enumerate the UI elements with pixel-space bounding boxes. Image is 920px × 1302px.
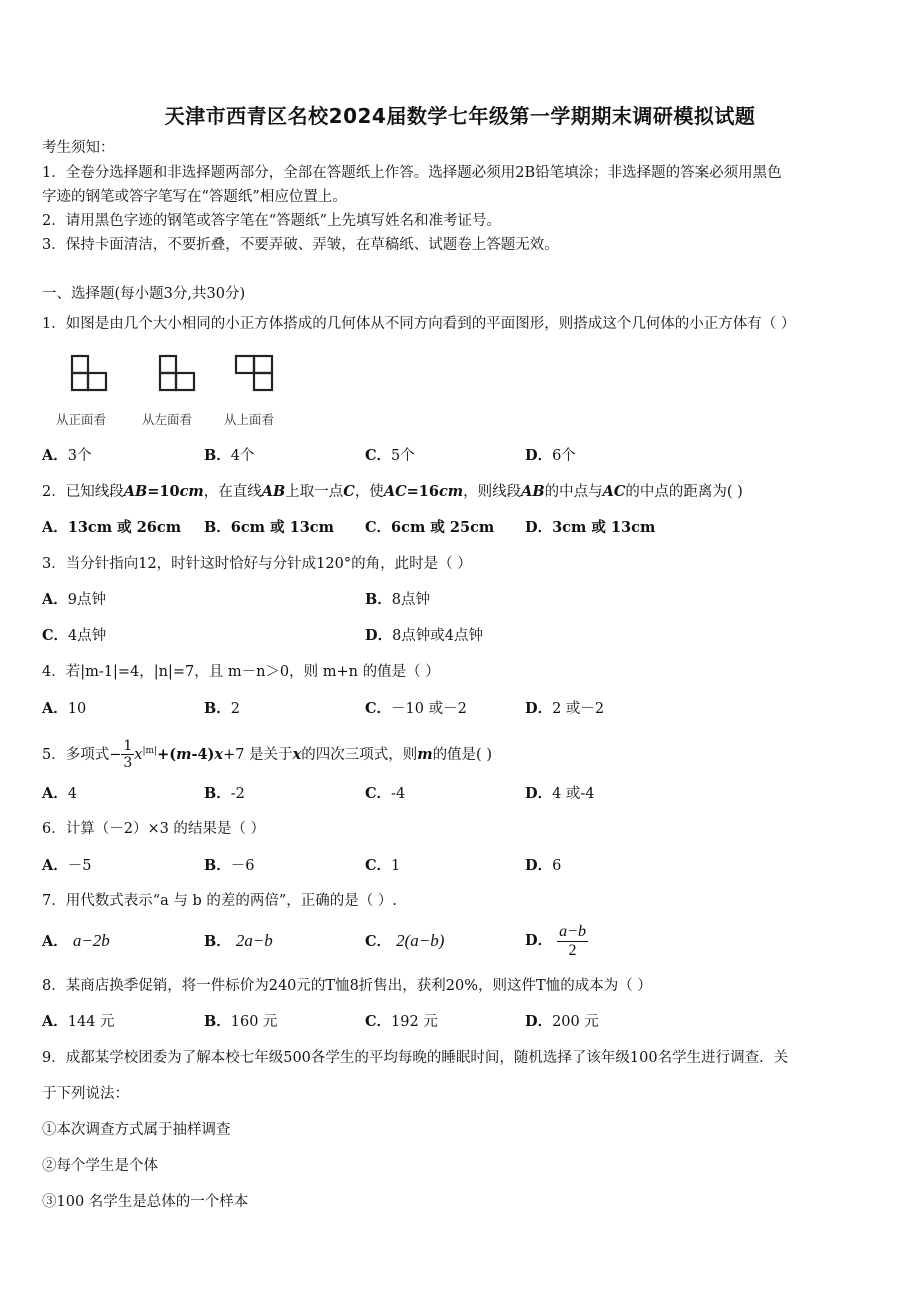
q1-option-b[interactable]	[204, 446, 255, 466]
q9-statement-3: ③100 名学生是总体的一个样本	[42, 1194, 249, 1210]
question-2-stem: 2．已知线段AB=10cm，在直线AB上取一点C，使AC=16cm，则线段AB的中点与AC的中点的距离为( )	[42, 483, 743, 500]
q4-option-d[interactable]: D．2 或－2	[525, 700, 605, 717]
q7-option-c[interactable]: C． 2(a−b)	[365, 931, 445, 950]
q1-option-c[interactable]	[365, 446, 415, 466]
left-view-label: 从左面看	[142, 412, 193, 427]
q7-option-b[interactable]: B． 2a−b	[204, 931, 273, 950]
question-9-stem-line-2: 于下列说法：	[42, 1086, 129, 1102]
top-view-label: 从上面看	[224, 412, 275, 427]
q4-option-a[interactable]: A．10	[42, 700, 87, 717]
q2-option-d[interactable]: D．3cm 或 13cm	[525, 519, 656, 536]
front-view-label: 从正面看	[56, 412, 107, 427]
notice-item-1-line-1: 1．全卷分选择题和非选择题两部分，全部在答题纸上作答。选择题必须用2B铅笔填涂；非选择题的答案必须用黑色	[42, 165, 782, 181]
question-3-stem: 3．当分针指向12，时针这时恰好与分针成120°的角，此时是（ ）	[42, 556, 472, 572]
q3-option-a[interactable]: A．9点钟	[42, 591, 106, 608]
notice-item-3: 3．保持卡面清洁，不要折叠，不要弄破、弄皱，在草稿纸、试题卷上答题无效。	[42, 237, 559, 253]
q7-option-a[interactable]: A． a−2b	[42, 931, 110, 950]
q6-option-a[interactable]: A．－5	[42, 857, 92, 874]
q5-option-a[interactable]: A．4	[42, 785, 77, 802]
question-9-stem-line-1: 9．成都某学校团委为了解本校七年级500各学生的平均每晚的睡眠时间，随机选择了该年级100名学生进行调查．关	[42, 1050, 789, 1066]
question-7-stem: 7．用代数式表示“a 与 b 的差的两倍”，正确的是（ ）.	[42, 893, 398, 909]
question-5-stem: 5．多项式− $\frac{1}{3}$ $x^{|m|}+(m-4)x+7$ 是关于x的四次三项式，则m的值是( )	[42, 738, 492, 772]
q3-option-d[interactable]: D．8点钟或4点钟	[365, 627, 484, 644]
q5-option-b[interactable]: B．-2	[204, 785, 245, 802]
q2-option-b[interactable]: B．6cm 或 13cm	[204, 519, 334, 536]
q1-option-a[interactable]	[42, 446, 92, 466]
q9-statement-2: ②每个学生是个体	[42, 1158, 158, 1174]
q2-option-a[interactable]: A．13cm 或 26cm	[42, 519, 182, 536]
q6-option-d[interactable]: D．6	[525, 857, 562, 874]
q3-option-b[interactable]: B．8点钟	[365, 591, 430, 608]
q1-option-d-letter: D．	[525, 447, 553, 464]
q5-option-d[interactable]: D．4 或-4	[525, 785, 595, 802]
left-view-figure	[158, 352, 198, 394]
question-6-stem: 6．计算（－2）×3 的结果是（ ）	[42, 821, 266, 837]
question-1-stem: 1．如图是由几个大小相同的小正方体搭成的几何体从不同方向看到的平面图形，则搭成这个几何体的小正方体有（ ）	[42, 316, 796, 332]
page-title: 天津市西青区名校2024届数学七年级第一学期期末调研模拟试题	[164, 104, 756, 128]
q1-option-d-value: 6个	[552, 448, 576, 464]
notice-item-1-line-2: 字迹的钢笔或答字笔写在“答题纸”相应位置上。	[42, 189, 347, 205]
q5-option-c[interactable]: C．-4	[365, 785, 406, 802]
front-view-figure	[70, 352, 110, 394]
section-heading: 一、选择题(每小题3分,共30分)	[42, 286, 246, 302]
q1-option-b-value: 4个	[230, 448, 255, 464]
q6-option-c[interactable]: C．1	[365, 857, 401, 874]
top-view-figure	[234, 352, 278, 394]
q1-option-c-value: 5个	[391, 448, 415, 464]
q8-option-d[interactable]: D．200 元	[525, 1013, 599, 1030]
q2-option-c[interactable]: C．6cm 或 25cm	[365, 519, 495, 536]
q5-fraction: $\frac{1}{3}$	[123, 738, 133, 772]
q1-option-a-letter: A．	[42, 447, 68, 464]
q7-option-d[interactable]: D． $\frac{a-b}{2}$	[525, 922, 586, 959]
question-4-stem: 4．若|m-1|=4，|n|=7，且 m－n＞0，则 m+n 的值是（ ）	[42, 664, 440, 680]
q1-option-b-letter: B．	[204, 447, 231, 464]
q8-option-b[interactable]: B．160 元	[204, 1013, 278, 1030]
q8-option-a[interactable]: A．144 元	[42, 1013, 115, 1030]
q1-option-a-value: 3个	[67, 448, 92, 464]
q1-option-d[interactable]	[525, 446, 576, 466]
q6-option-b[interactable]: B．－6	[204, 857, 255, 874]
question-8-stem: 8．某商店换季促销，将一件标价为240元的T恤8折售出，获利20%，则这件T恤的成本为（ ）	[42, 978, 652, 994]
q4-option-c[interactable]: C．－10 或－2	[365, 700, 467, 717]
q1-option-c-letter: C．	[365, 447, 392, 464]
q4-option-b[interactable]: B．2	[204, 700, 240, 717]
q8-option-c[interactable]: C．192 元	[365, 1013, 438, 1030]
q9-statement-1: ①本次调查方式属于抽样调查	[42, 1122, 231, 1138]
q3-option-c[interactable]: C．4点钟	[42, 627, 107, 644]
notice-item-2: 2．请用黑色字迹的钢笔或答字笔在“答题纸”上先填写姓名和准考证号。	[42, 213, 502, 229]
notice-heading: 考生须知：	[42, 140, 115, 156]
